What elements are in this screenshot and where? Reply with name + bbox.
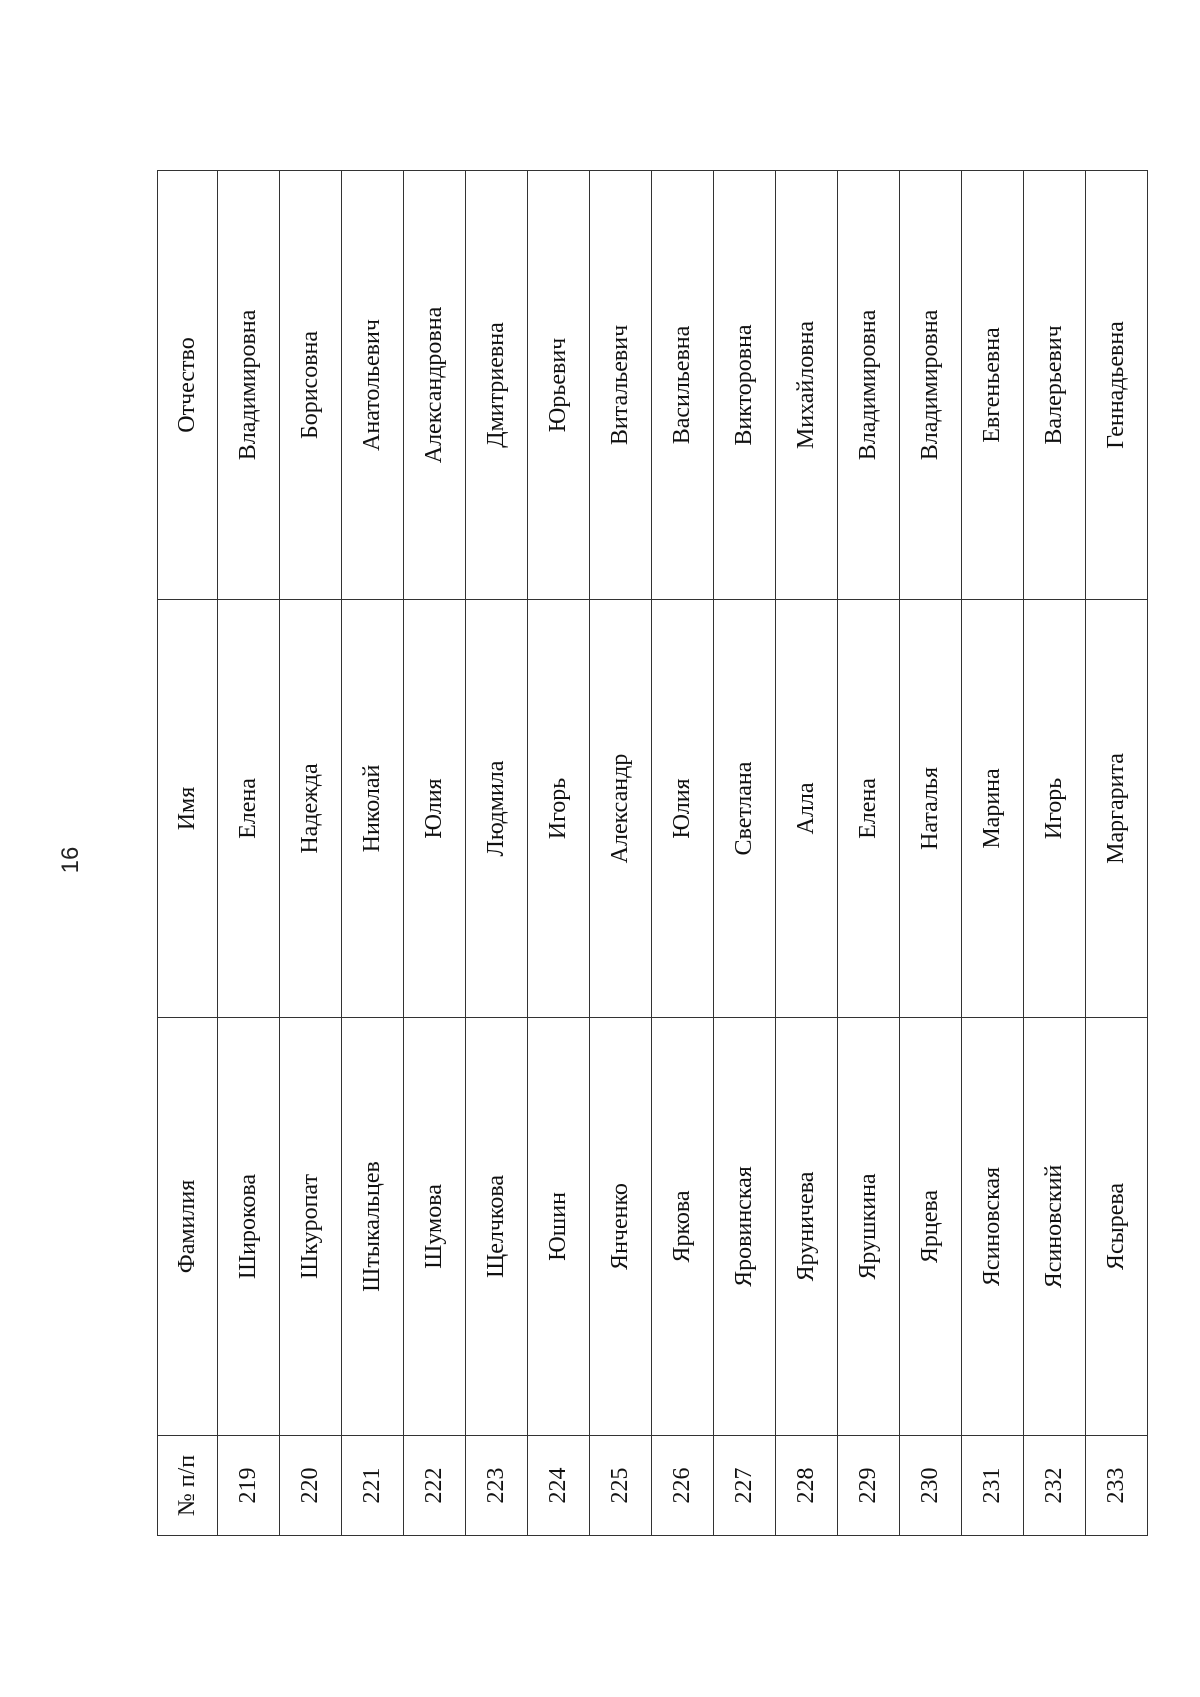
rotated-table-container — [157, 171, 1129, 1536]
cell-row-number: 230 — [900, 1436, 962, 1536]
cell-last-name: Ясиновская — [962, 1018, 1024, 1436]
cell-middle-name: Владимировна — [838, 171, 900, 600]
cell-middle-name: Васильевна — [652, 171, 714, 600]
cell-last-name: Яркова — [652, 1018, 714, 1436]
cell-row-number: 226 — [652, 1436, 714, 1536]
cell-last-name: Широкова — [218, 1018, 280, 1436]
cell-last-name: Янченко — [590, 1018, 652, 1436]
cell-last-name: Яруничева — [776, 1018, 838, 1436]
cell-last-name: Ярцева — [900, 1018, 962, 1436]
table-row — [404, 171, 466, 1536]
participants-table — [157, 170, 1148, 1536]
table-row — [900, 171, 962, 1536]
cell-row-number: 223 — [466, 1436, 528, 1536]
table-row — [776, 171, 838, 1536]
table-row — [342, 171, 404, 1536]
cell-last-name: Ясырева — [1086, 1018, 1148, 1436]
cell-last-name: Ярушкина — [838, 1018, 900, 1436]
cell-row-number: 220 — [280, 1436, 342, 1536]
cell-row-number: 224 — [528, 1436, 590, 1536]
cell-middle-name: Викторовна — [714, 171, 776, 600]
cell-last-name: Шкуропат — [280, 1018, 342, 1436]
cell-middle-name: Владимировна — [900, 171, 962, 600]
cell-middle-name: Александровна — [404, 171, 466, 600]
table-row — [280, 171, 342, 1536]
header-last-name: Фамилия — [158, 1018, 218, 1436]
cell-row-number: 221 — [342, 1436, 404, 1536]
cell-row-number: 227 — [714, 1436, 776, 1536]
cell-first-name: Светлана — [714, 600, 776, 1018]
cell-last-name: Юшин — [528, 1018, 590, 1436]
cell-first-name: Маргарита — [1086, 600, 1148, 1018]
table-row — [838, 171, 900, 1536]
cell-middle-name: Геннадьевна — [1086, 171, 1148, 600]
cell-first-name: Николай — [342, 600, 404, 1018]
cell-row-number: 231 — [962, 1436, 1024, 1536]
cell-first-name: Александр — [590, 600, 652, 1018]
cell-first-name: Елена — [838, 600, 900, 1018]
cell-middle-name: Валерьевич — [1024, 171, 1086, 600]
cell-middle-name: Евгеньевна — [962, 171, 1024, 600]
cell-first-name: Юлия — [652, 600, 714, 1018]
cell-middle-name: Юрьевич — [528, 171, 590, 600]
cell-row-number: 229 — [838, 1436, 900, 1536]
cell-first-name: Людмила — [466, 600, 528, 1018]
header-middle-name: Отчество — [158, 171, 218, 600]
cell-middle-name: Михайловна — [776, 171, 838, 600]
cell-first-name: Елена — [218, 600, 280, 1018]
cell-row-number: 233 — [1086, 1436, 1148, 1536]
cell-last-name: Ясиновский — [1024, 1018, 1086, 1436]
cell-middle-name: Владимировна — [218, 171, 280, 600]
cell-middle-name: Витальевич — [590, 171, 652, 600]
table-row — [962, 171, 1024, 1536]
cell-first-name: Марина — [962, 600, 1024, 1018]
cell-last-name: Шумова — [404, 1018, 466, 1436]
cell-row-number: 232 — [1024, 1436, 1086, 1536]
cell-row-number: 222 — [404, 1436, 466, 1536]
table-row — [528, 171, 590, 1536]
cell-middle-name: Борисовна — [280, 171, 342, 600]
cell-first-name: Надежда — [280, 600, 342, 1018]
cell-first-name: Юлия — [404, 600, 466, 1018]
table-row — [218, 171, 280, 1536]
table-row — [590, 171, 652, 1536]
cell-first-name: Игорь — [528, 600, 590, 1018]
cell-middle-name: Анатольевич — [342, 171, 404, 600]
cell-first-name: Алла — [776, 600, 838, 1018]
cell-row-number: 225 — [590, 1436, 652, 1536]
cell-last-name: Щелчкова — [466, 1018, 528, 1436]
page-number: 16 — [57, 846, 84, 874]
cell-middle-name: Дмитриевна — [466, 171, 528, 600]
table-header-row — [158, 171, 218, 1536]
table-body — [218, 171, 1148, 1536]
cell-first-name: Игорь — [1024, 600, 1086, 1018]
header-first-name: Имя — [158, 600, 218, 1018]
cell-last-name: Яровинская — [714, 1018, 776, 1436]
table-row — [652, 171, 714, 1536]
cell-row-number: 219 — [218, 1436, 280, 1536]
cell-first-name: Наталья — [900, 600, 962, 1018]
table-row — [714, 171, 776, 1536]
table-row — [466, 171, 528, 1536]
table-row — [1086, 171, 1148, 1536]
table-row — [1024, 171, 1086, 1536]
header-number: № п/п — [158, 1436, 218, 1536]
cell-last-name: Штыкальцев — [342, 1018, 404, 1436]
cell-row-number: 228 — [776, 1436, 838, 1536]
